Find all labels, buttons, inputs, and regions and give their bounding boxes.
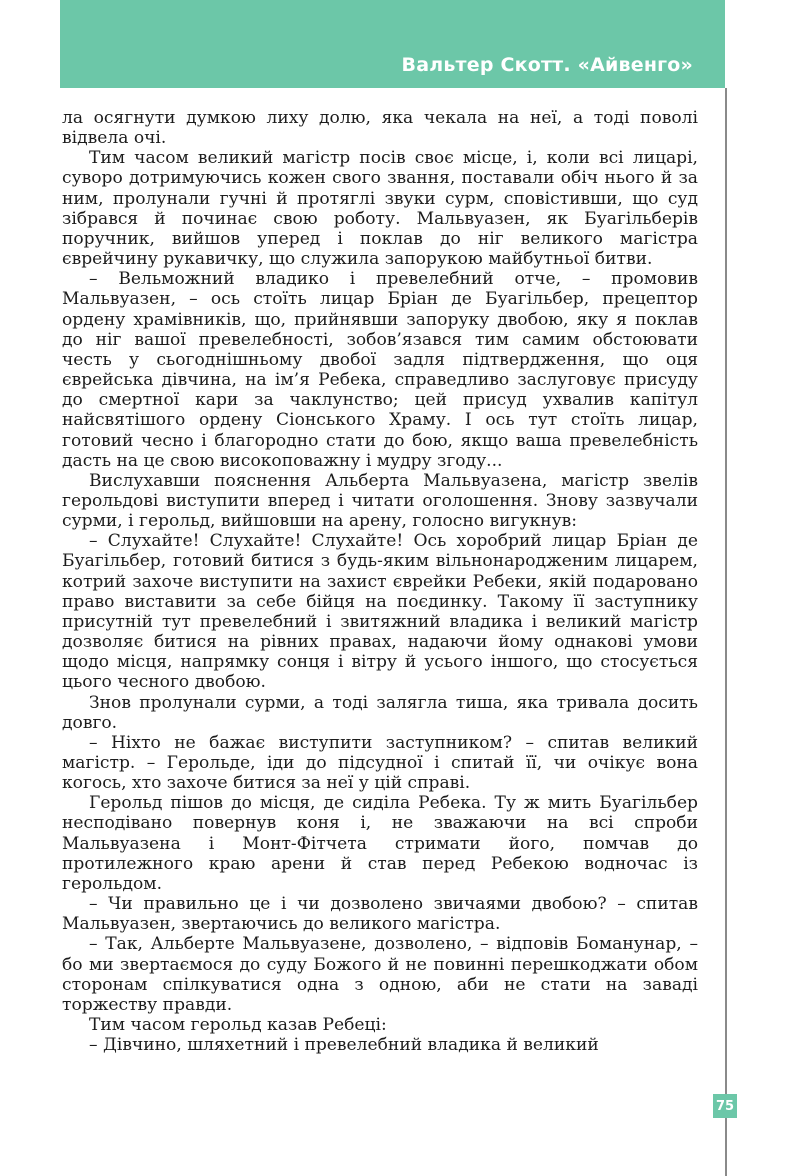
paragraph: Вислухавши пояснення Альберта Мальвуазена, магістр звелів герольдові виступити вперед і читати оголошення. Знову зазвучали сурми, і герольд, вийшовши на арену, голосно вигукнув:	[62, 470, 698, 532]
paragraph: – Так, Альберте Мальвуазене, дозволено, – відповів Боманунар, – бо ми звертаємося до суду Божого й не повинні перешкоджати обом сторонам спілкуватися одна з одною, аби не стати на заваді торжеству правди.	[62, 934, 698, 1015]
paragraph: Герольд пішов до місця, де сиділа Ребека. Ту ж мить Буагільбер несподівано повернув коня і, не зважаючи на всі спроби Мальвуазена і Монт-Фітчета стримати його, помчав до протилежного краю арени й став перед Ребекою водночас із герольдом.	[62, 793, 698, 894]
running-title: Вальтер Скотт. «Айвенго»	[401, 54, 693, 76]
side-rule	[725, 88, 727, 1176]
paragraph: Тим часом герольд казав Ребеці:	[89, 1015, 387, 1036]
paragraph: – Дівчино, шляхетний і превелебний владика й великий	[89, 1035, 599, 1056]
page-number: 75	[713, 1094, 737, 1118]
paragraph: Знов пролунали сурми, а тоді залягла тиша, яка тривала досить довго.	[62, 692, 698, 733]
paragraph: ла осягнути думкою лиху долю, яка чекала на неї, а тоді поволі відвела очі.	[62, 108, 698, 149]
paragraph: – Слухайте! Слухайте! Слухайте! Ось хоробрий лицар Бріан де Буагільбер, готовий битися з будь-яким вільнонародженим лицарем, котрий захоче виступити на захист єврейки Ребеки, якій подаровано право виставити за себе бійця на поєдинку. Такому її заступнику присутній тут превелебний і звитяжний владика і великий магістр дозволяє битися на рівних правах, надаючи йому однакові умови щодо місця, напрямку сонця і вітру й усього іншого, що стосується цього чесного двобою.	[62, 531, 698, 693]
paragraph: – Ніхто не бажає виступити заступником? – спитав великий магістр. – Герольде, іди до підсудної і спитай її, чи очікує вона когось, хто захоче битися за неї у цій справі.	[62, 732, 698, 794]
paragraph: Тим часом великий магістр посів своє місце, і, коли всі лицарі, суворо дотримуючись кожен свого звання, поставали обіч нього й за ним, пролунали гучні й протяглі звуки сурм, сповістивши, що суд зібрався й починає свою роботу. Мальвуазен, як Буагільберів поручник, вийшов уперед і поклав до ніг великого магістра єврейчину рукавичку, що служила запорукою майбутньої битви.	[62, 148, 698, 270]
page-body	[62, 108, 698, 1055]
header-band	[60, 0, 725, 88]
paragraph: – Чи правильно це і чи дозволено звичаями двобою? – спитав Мальвуазен, звертаючись до великого магістра.	[62, 894, 698, 935]
paragraph: – Вельможний владико і превелебний отче, – промовив Мальвуазен, – ось стоїть лицар Бріан де Буагільбер, прецептор ордену храмівників, що, прийнявши запоруку двобою, яку я поклав до ніг вашої превелебності, зобов’язався тим самим обстоювати честь у сьогоднішньому двобої задля підтвердження, що оця єврейська дівчина, на ім’я Ребека, справедливо заслуговує присуду до смертної кари за чаклунство; цей присуд ухвалив капітул найсвятішого ордену Сіонського Храму. І ось тут стоїть лицар, готовий чесно і благородно стати до бою, якщо ваша превелебність дасть на це свою високоповажну і мудру згоду...	[62, 269, 698, 471]
